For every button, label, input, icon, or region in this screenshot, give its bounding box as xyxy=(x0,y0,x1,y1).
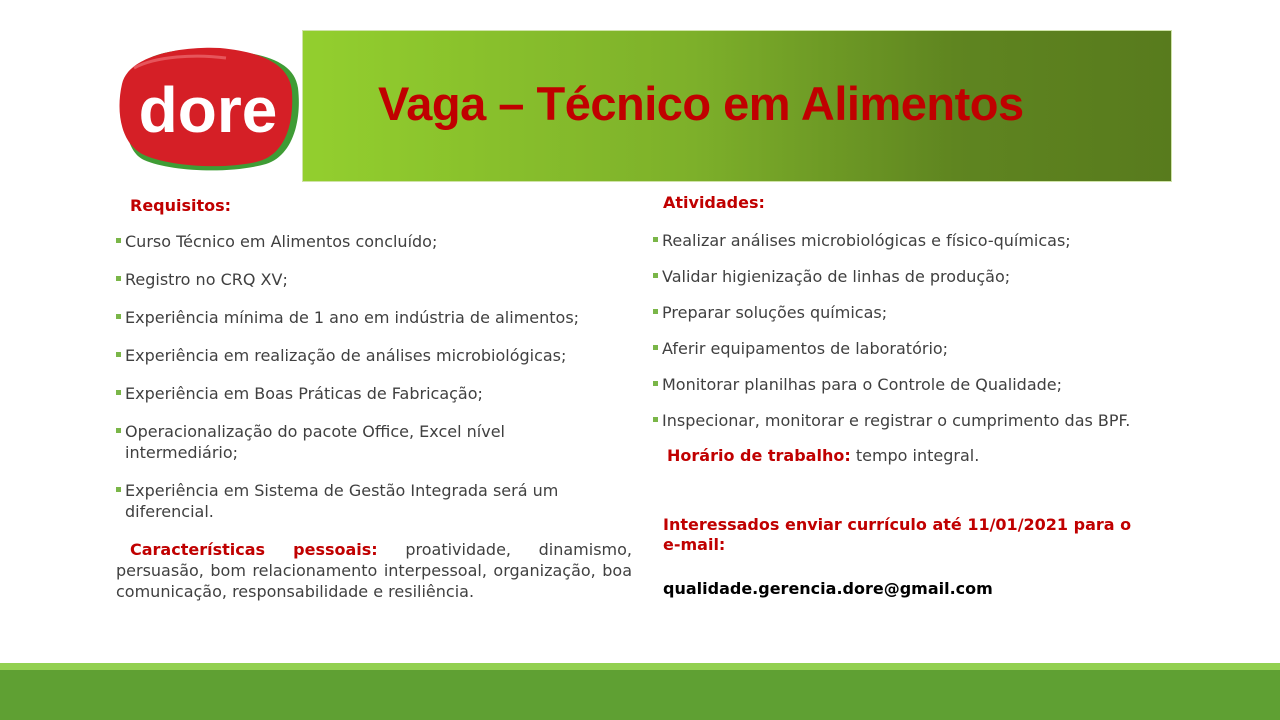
list-item: Experiência em Boas Práticas de Fabricação; xyxy=(116,383,632,404)
list-item: Curso Técnico em Alimentos concluído; xyxy=(116,231,632,252)
list-item: Experiência mínima de 1 ano em indústria de alimentos; xyxy=(116,307,632,328)
square-bullet-icon xyxy=(653,417,658,422)
contato-email[interactable]: qualidade.gerencia.dore@gmail.com xyxy=(663,579,993,598)
footer-bar xyxy=(0,670,1280,720)
caracteristicas-text: proatividade, dinamismo, persuasão, bom relacionamento interpessoal, organização, boa comunicação, responsabilidade e resiliência. xyxy=(116,540,633,601)
square-bullet-icon xyxy=(116,487,121,492)
square-bullet-icon xyxy=(653,273,658,278)
horario-value: tempo integral. xyxy=(850,446,980,465)
atividades-section xyxy=(653,193,1213,598)
list-item: Operacionalização do pacote Office, Excel nível intermediário; xyxy=(116,421,525,463)
horario-label: Horário de trabalho: xyxy=(667,446,851,465)
square-bullet-icon xyxy=(653,309,658,314)
square-bullet-icon xyxy=(116,314,121,319)
square-bullet-icon xyxy=(116,238,121,243)
square-bullet-icon xyxy=(116,428,121,433)
requisitos-heading: Requisitos: xyxy=(130,196,232,215)
list-item: Inspecionar, monitorar e registrar o cumprimento das BPF. xyxy=(653,410,1213,431)
contato-instrucao: Interessados enviar currículo até 11/01/2021 para o e-mail: xyxy=(663,515,1132,554)
square-bullet-icon xyxy=(116,352,121,357)
square-bullet-icon xyxy=(653,237,658,242)
square-bullet-icon xyxy=(116,390,121,395)
requisitos-section xyxy=(116,196,632,602)
list-item: Experiência em realização de análises microbiológicas; xyxy=(116,345,632,366)
square-bullet-icon xyxy=(116,276,121,281)
horario-trabalho xyxy=(667,446,1213,465)
dore-logo xyxy=(116,44,302,172)
list-item: Validar higienização de linhas de produção; xyxy=(653,266,1213,287)
logo-wordmark: dore xyxy=(138,74,278,146)
caracteristicas-label: Características pessoais: xyxy=(130,540,378,559)
list-item: Aferir equipamentos de laboratório; xyxy=(653,338,1213,359)
list-item: Registro no CRQ XV; xyxy=(116,269,632,290)
requisitos-list xyxy=(116,231,632,522)
atividades-heading: Atividades: xyxy=(663,193,765,212)
square-bullet-icon xyxy=(653,345,658,350)
caracteristicas-pessoais xyxy=(116,539,632,602)
list-item: Realizar análises microbiológicas e físico-químicas; xyxy=(653,230,1213,251)
atividades-list xyxy=(653,230,1213,431)
list-item: Monitorar planilhas para o Controle de Qualidade; xyxy=(653,374,1213,395)
page-title: Vaga – Técnico em Alimentos xyxy=(378,77,1024,130)
list-item: Preparar soluções químicas; xyxy=(653,302,1213,323)
square-bullet-icon xyxy=(653,381,658,386)
list-item: Experiência em Sistema de Gestão Integrada será um diferencial. xyxy=(116,480,595,522)
footer-accent-line xyxy=(0,663,1280,670)
